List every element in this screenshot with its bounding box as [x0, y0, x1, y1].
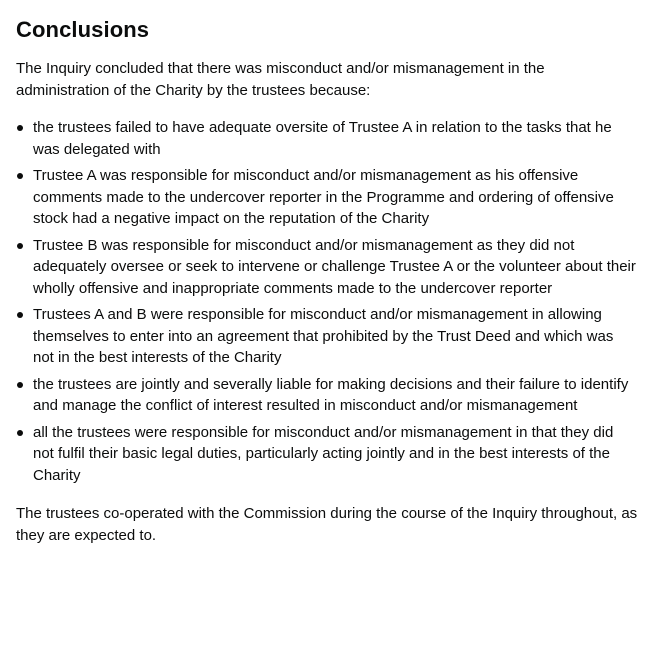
finding-item: Trustees A and B were responsible for misconduct and/or mismanagement in allowing themselves to enter into an agreement that prohibited by the Trust Deed and which was not in the best interests of the Charity [16, 304, 638, 369]
closing-paragraph: The trustees co-operated with the Commission during the course of the Inquiry throughout, as they are expected to. [16, 505, 638, 544]
finding-item: all the trustees were responsible for misconduct and/or mismanagement in that they did not fulfil their basic legal duties, particularly acting jointly and in the best interests of the Charity [16, 422, 638, 487]
finding-item: Trustee B was responsible for misconduct and/or mismanagement as they did not adequately oversee or seek to intervene or challenge Trustee A or the volunteer about their wholly offensive and inappropriate comments made to the undercover reporter [16, 235, 638, 300]
section-heading: Conclusions [16, 17, 150, 42]
intro-paragraph: The Inquiry concluded that there was misconduct and/or mismanagement in the administration of the Charity by the trustees because: [16, 60, 545, 99]
findings-list [16, 117, 638, 486]
finding-item: Trustee A was responsible for misconduct and/or mismanagement as his offensive comments made to the undercover reporter in the Programme and ordering of offensive stock had a negative impact on the reputation of the Charity [16, 165, 638, 230]
finding-item: the trustees are jointly and severally liable for making decisions and their failure to identify and manage the conflict of interest resulted in misconduct and/or mismanagement [16, 374, 638, 417]
finding-item: the trustees failed to have adequate oversite of Trustee A in relation to the tasks that he was delegated with [16, 117, 638, 160]
